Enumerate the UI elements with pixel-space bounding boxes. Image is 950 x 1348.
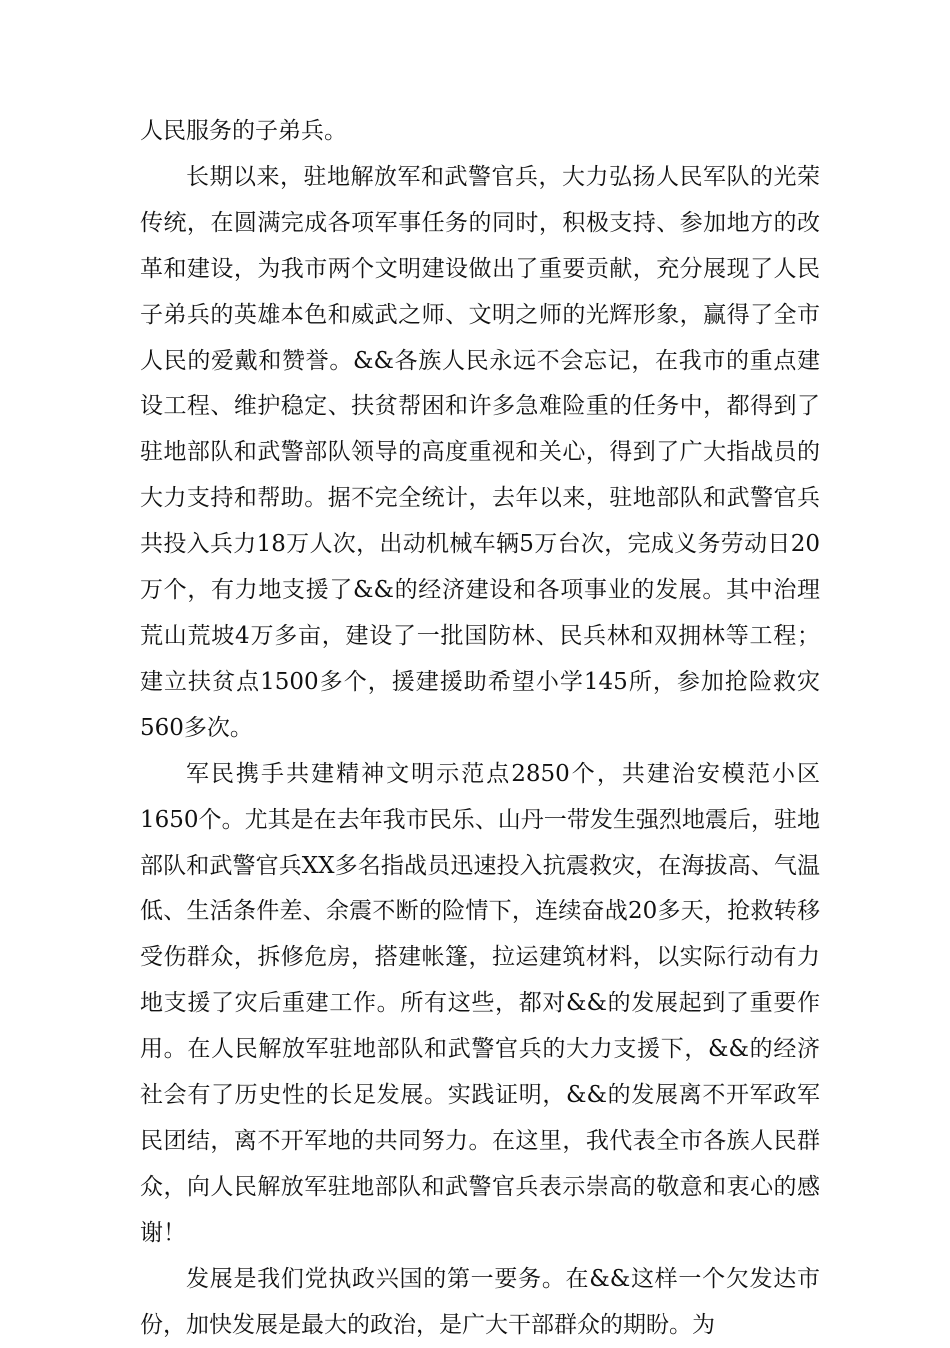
paragraph: 长期以来，驻地解放军和武警官兵，大力弘扬人民军队的光荣传统，在圆满完成各项军事任务的同时，积极支持、参加地方的改革和建设，为我市两个文明建设做出了重要贡献，充分展现了人民子弟兵的英雄本色和威武之师、文明之师的光辉形象，赢得了全市人民的爱戴和赞誉。&&各族人民永远不会忘记，在我市的重点建设工程、维护稳定、扶贫帮困和许多急难险重的任务中，都得到了驻地部队和武警部队领导的高度重视和关心，得到了广大指战员的大力支持和帮助。据不完全统计，去年以来，驻地部队和武警官兵共投入兵力18万人次，出动机械车辆5万台次，完成义务劳动日20万个，有力地支援了&&的经济建设和各项事业的发展。其中治理荒山荒坡4万多亩，建设了一批国防林、民兵林和双拥林等工程；建立扶贫点1500多个，援建援助希望小学145所，参加抢险救灾560多次。 (140, 163, 820, 741)
paragraph-continuation: 人民服务的子弟兵。 (140, 118, 347, 144)
paragraph: 军民携手共建精神文明示范点2850个，共建治安模范小区1650个。尤其是在去年我市民乐、山丹一带发生强烈地震后，驻地部队和武警官兵XX多名指战员迅速投入抗震救灾，在海拔高、气温低、生活条件差、余震不断的险情下，连续奋战20多天，抢救转移受伤群众，拆修危房，搭建帐篷，拉运建筑材料，以实际行动有力地支援了灾后重建工作。所有这些，都对&&的发展起到了重要作用。在人民解放军驻地部队和武警官兵的大力支援下，&&的经济社会有了历史性的长足发展。实践证明，&&的发展离不开军政军民团结，离不开军地的共同努力。在这里，我代表全市各族人民群众，向人民解放军驻地部队和武警官兵表示崇高的敬意和衷心的感谢！ (140, 760, 820, 1246)
paragraph: 发展是我们党执政兴国的第一要务。在&&这样一个欠发达市份，加快发展是最大的政治，是广大干部群众的期盼。为 (140, 1265, 820, 1338)
document-body (140, 109, 820, 1348)
